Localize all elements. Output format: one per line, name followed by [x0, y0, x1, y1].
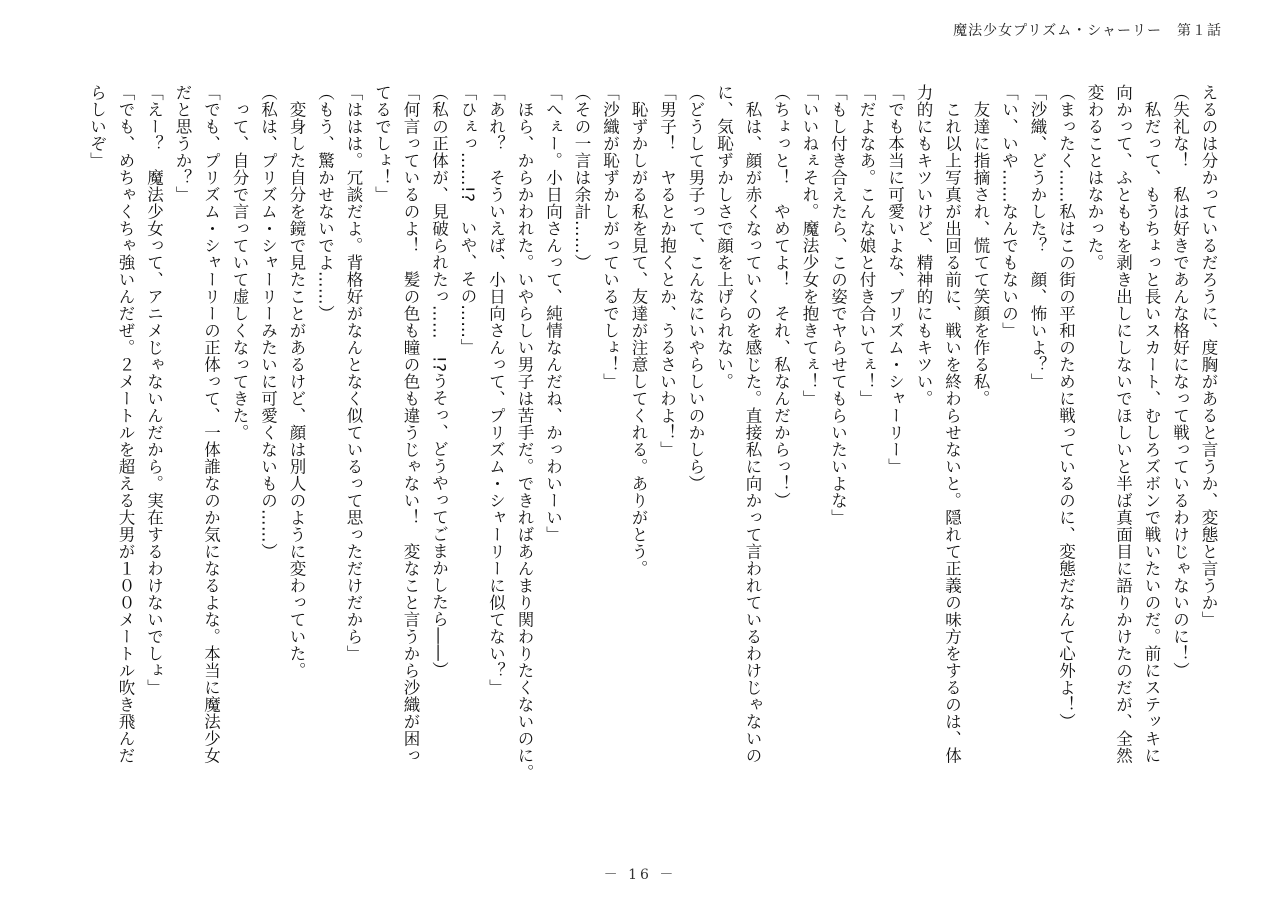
- text-line: 「何言っているのよ！ 髪の色も瞳の色も違うじゃない！ 変なこと言うから沙織が困っ: [401, 84, 420, 764]
- text-line: てるでしょ！」: [372, 84, 392, 203]
- vertical-body-text: [72, 84, 1222, 844]
- text-line: 「でも、プリズム・シャーリーの正体って、一体誰なのか気になるよな。本当に魔法少女: [201, 84, 221, 764]
- text-line: 私だって、もうちょっと長いスカート、むしろズボンで戦いたいのだ。前にステッキに: [1142, 84, 1161, 764]
- text-line: （その一言は余計……）: [572, 84, 591, 271]
- text-line: に、気恥ずかしさで顔を上げられない。: [714, 84, 734, 390]
- text-line: （どうして男子って、こんなにいやらしいのかしら）: [686, 84, 705, 492]
- text-line: ほら、からかわれた。いやらしい男子は苦手だ。できればあんまり関わりたくないのに。: [515, 84, 534, 781]
- text-line: って、自分で言っていて虚しくなってきた。: [230, 84, 249, 441]
- text-line: 変身した自分を鏡で見たことがあるけど、顔は別人のように変わっていた。: [287, 84, 306, 679]
- text-line: 向かって、ふとももを剥き出しにしないでほしいと半ば真面目に語りかけたのだが、全然: [1113, 84, 1133, 764]
- text-line: 「い、いや……なんでもないの」: [999, 84, 1019, 339]
- page-number: － 16 －: [603, 867, 677, 883]
- text-line: 友達に指摘され、慌てて笑顔を作る私。: [971, 84, 990, 407]
- text-line: 「ははは。冗談だよ。背格好がなんとなく似ているって思っただけだから」: [344, 84, 363, 662]
- text-line: （私の正体が、見破られたっ…… !?うそっ、どうやってごまかしたら――）: [429, 84, 449, 679]
- text-line: 「えー？ 魔法少女って、アニメじゃないんだから。実在するわけないでしょ」: [144, 84, 164, 696]
- text-line: これ以上写真が出回る前に、戦いを終わらせないと。隠れて正義の味方をするのは、体: [942, 84, 962, 764]
- text-line: （失礼な！ 私は好きであんな格好になって戦っているわけじゃないのに！）: [1170, 84, 1190, 679]
- text-line: 「沙織が恥ずかしがっているでしょ！」: [600, 84, 620, 390]
- text-line: 「あれ？ そういえば、小日向さんって、プリズム・シャーリーに似てない？」: [486, 84, 506, 696]
- text-line: （ちょっと！ やめてよ！ それ、私なんだからっ！）: [771, 84, 791, 509]
- text-line: 「でも、めちゃくちゃ強いんだぜ。２メートルを超える大男が１００メートル吹き飛んだ: [116, 84, 135, 764]
- text-line: 「沙織、どうかした？ 顔、怖いよ？」: [1028, 84, 1047, 390]
- running-header: 魔法少女プリズム・シャーリー 第１話: [953, 23, 1222, 39]
- text-line: 「でも本当に可愛いよな、プリズム・シャーリー」: [885, 84, 905, 475]
- text-line: 「ひぇっ……!? いや、その……」: [458, 84, 477, 356]
- text-line: 「だよなあ。こんな娘と付き合いてぇ！」: [857, 84, 876, 407]
- text-line: 力的にもキツいけど、精神的にもキツい。: [914, 84, 933, 407]
- text-line: 「へぇー。小日向さんって、純情なんだね、かっわいーい」: [543, 84, 563, 543]
- text-line: 変わることはなかった。: [1085, 84, 1104, 271]
- text-line: だと思うか？」: [173, 84, 192, 203]
- text-line: （まったく……私はこの街の平和のために戦っているのに、変態だなんて心外よ！）: [1056, 84, 1076, 730]
- text-line: らしいぞ」: [87, 84, 107, 169]
- text-line: 「男子！ ヤるとか抱くとか、うるさいわよ！」: [657, 84, 677, 458]
- text-line: 「もし付き合えたら、この姿でヤらせてもらいたいよな」: [828, 84, 848, 526]
- text-line: えるのは分かっているだろうに、度胸があると言うか、変態と言うか」: [1199, 84, 1218, 628]
- text-line: 「いいねぇそれ。魔法少女を抱きてぇ！」: [800, 84, 819, 407]
- text-line: （私は、プリズム・シャーリーみたいに可愛くないもの……）: [258, 84, 278, 560]
- text-line: （もう、驚かせないでよ……）: [315, 84, 335, 322]
- text-line: 私は、顔が赤くなっていくのを感じた。直接私に向かって言われているわけじゃないの: [743, 84, 762, 764]
- text-line: 恥ずかしがる私を見て、友達が注意してくれる。ありがとう。: [629, 84, 648, 577]
